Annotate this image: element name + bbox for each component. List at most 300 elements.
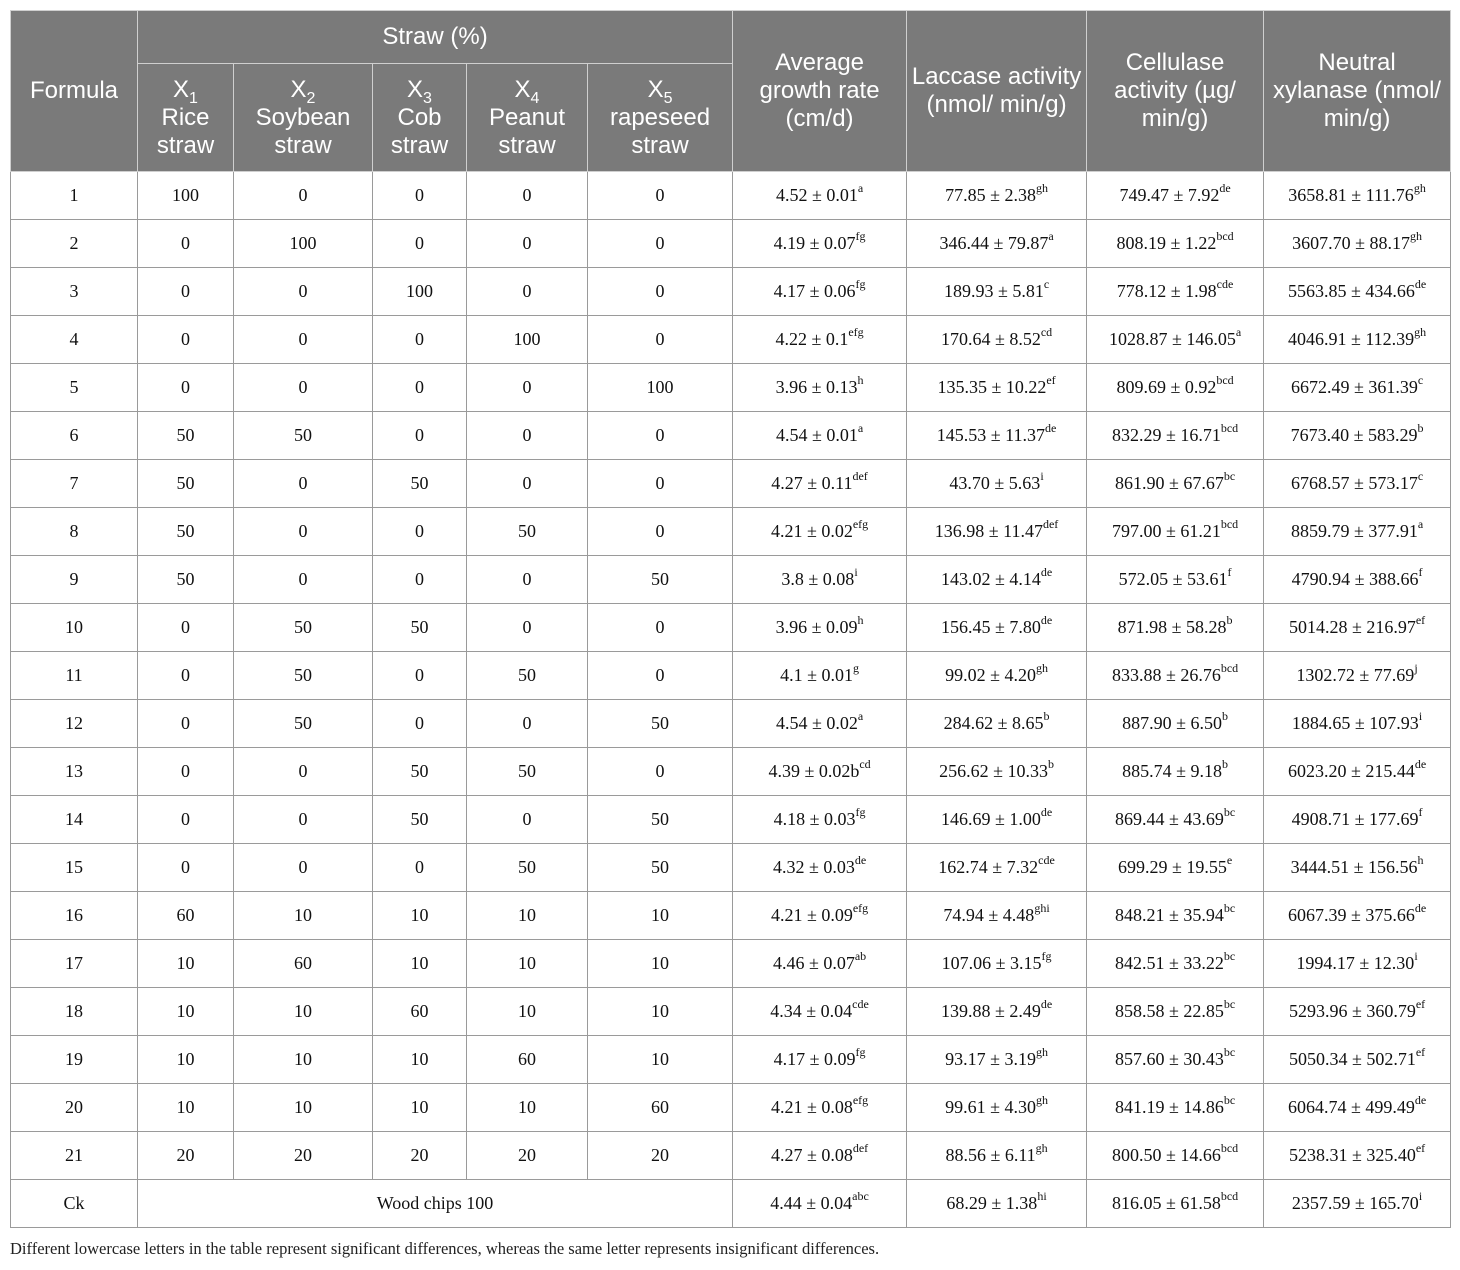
cell-formula: 8 xyxy=(11,508,138,556)
significance-letters: bcd xyxy=(1220,661,1239,675)
cell-formula: 9 xyxy=(11,556,138,604)
straw-symbol: X xyxy=(173,75,190,103)
cell-value: 189.93 ± 5.81 xyxy=(943,281,1044,301)
cell-value: 4.27 ± 0.11 xyxy=(771,473,853,493)
cell-growth-rate xyxy=(733,460,907,508)
cell-straw-x4: 20 xyxy=(467,1132,588,1180)
table-row xyxy=(11,316,1451,364)
cell-straw-x1: 50 xyxy=(138,556,234,604)
cell-growth-rate xyxy=(733,1132,907,1180)
significance-letters: de xyxy=(1414,1093,1427,1107)
significance-letters: c xyxy=(1043,277,1050,291)
significance-letters: gh xyxy=(1035,1141,1048,1155)
cell-cellulase xyxy=(1087,988,1264,1036)
cell-formula: 18 xyxy=(11,988,138,1036)
significance-letters: def xyxy=(852,469,868,483)
cell-straw-x4: 50 xyxy=(467,652,588,700)
cell-straw-x1: 0 xyxy=(138,700,234,748)
cell-value: 832.29 ± 16.71 xyxy=(1111,425,1221,445)
cell-xylanase xyxy=(1264,460,1451,508)
cell-value: 6067.39 ± 375.66 xyxy=(1287,905,1415,925)
cell-straw-x4: 60 xyxy=(467,1036,588,1084)
cell-straw-x2: 60 xyxy=(234,940,373,988)
table-row xyxy=(11,940,1451,988)
cell-value: 861.90 ± 67.67 xyxy=(1114,473,1224,493)
cell-value: 4.46 ± 0.07 xyxy=(772,953,855,973)
header-straw-1 xyxy=(138,64,234,172)
cell-straw-x4: 50 xyxy=(467,508,588,556)
significance-letters: de xyxy=(1414,277,1427,291)
cell-laccase xyxy=(907,604,1087,652)
cell-value: 885.74 ± 9.18 xyxy=(1122,761,1222,781)
cell-straw-x5: 0 xyxy=(588,652,733,700)
cell-straw-x3: 0 xyxy=(373,364,467,412)
cell-straw-x1: 50 xyxy=(138,412,234,460)
significance-letters: bc xyxy=(1223,805,1236,819)
cell-value: 1028.87 ± 146.05 xyxy=(1108,329,1236,349)
significance-letters: bcd xyxy=(1216,373,1234,387)
cell-xylanase xyxy=(1264,412,1451,460)
cell-straw-x3: 10 xyxy=(373,892,467,940)
cell-value: 284.62 ± 8.65 xyxy=(943,713,1044,733)
cell-cellulase xyxy=(1087,652,1264,700)
significance-letters: f xyxy=(1418,805,1423,819)
cell-straw-x5: 0 xyxy=(588,412,733,460)
cell-formula: 15 xyxy=(11,844,138,892)
cell-value: 77.85 ± 2.38 xyxy=(945,185,1036,205)
cell-value: 4.44 ± 0.04 xyxy=(770,1193,853,1213)
significance-letters: c xyxy=(1417,469,1424,483)
cell-laccase xyxy=(907,316,1087,364)
cell-straw-x1: 10 xyxy=(138,940,234,988)
cell-value: 4046.91 ± 112.39 xyxy=(1287,329,1415,349)
significance-letters: h xyxy=(857,613,864,627)
header-growth-rate: Average growth rate (cm/d) xyxy=(733,11,907,172)
cell-value: 99.61 ± 4.30 xyxy=(945,1097,1036,1117)
significance-letters: a xyxy=(857,181,864,195)
cell-cellulase xyxy=(1087,556,1264,604)
table-footnote: Different lowercase letters in the table represent significant differences, whereas the same letter represents insignificant differences. xyxy=(10,1239,880,1258)
cell-laccase xyxy=(907,700,1087,748)
cell-straw-x3: 50 xyxy=(373,460,467,508)
significance-letters: cd xyxy=(1040,325,1053,339)
significance-letters: fg xyxy=(855,229,866,243)
cell-control-material: Wood chips 100 xyxy=(138,1180,733,1228)
cell-straw-x1: 20 xyxy=(138,1132,234,1180)
significance-letters: abc xyxy=(852,1189,869,1203)
cell-straw-x2: 0 xyxy=(234,460,373,508)
cell-straw-x1: 0 xyxy=(138,844,234,892)
cell-cellulase xyxy=(1087,172,1264,220)
cell-value: 749.47 ± 7.92 xyxy=(1119,185,1220,205)
cell-xylanase xyxy=(1264,844,1451,892)
cell-straw-x2: 10 xyxy=(234,1084,373,1132)
cell-straw-x3: 0 xyxy=(373,556,467,604)
cell-value: 162.74 ± 7.32 xyxy=(938,857,1039,877)
cell-value: 68.29 ± 1.38 xyxy=(946,1193,1038,1213)
cell-value: 7673.40 ± 583.29 xyxy=(1290,425,1418,445)
significance-letters: gh xyxy=(1035,1093,1048,1107)
significance-letters: def xyxy=(852,1141,869,1155)
significance-letters: cde xyxy=(1216,277,1234,291)
cell-value: 145.53 ± 11.37 xyxy=(936,425,1045,445)
significance-letters: b xyxy=(1047,757,1054,771)
cell-value: 93.17 ± 3.19 xyxy=(945,1049,1036,1069)
cell-cellulase xyxy=(1087,1180,1264,1228)
header-straw-3 xyxy=(373,64,467,172)
cell-straw-x5: 10 xyxy=(588,940,733,988)
cell-growth-rate xyxy=(733,316,907,364)
cell-straw-x3: 60 xyxy=(373,988,467,1036)
cell-straw-x1: 10 xyxy=(138,988,234,1036)
cell-growth-rate xyxy=(733,796,907,844)
significance-letters: b xyxy=(1226,613,1233,627)
cell-formula: 2 xyxy=(11,220,138,268)
significance-letters: f xyxy=(1227,565,1232,579)
cell-growth-rate xyxy=(733,268,907,316)
cell-value: 857.60 ± 30.43 xyxy=(1114,1049,1224,1069)
cell-value: 869.44 ± 43.69 xyxy=(1114,809,1224,829)
cell-straw-x5: 0 xyxy=(588,220,733,268)
cell-straw-x5: 0 xyxy=(588,268,733,316)
cell-value: 871.98 ± 58.28 xyxy=(1117,617,1227,637)
cell-straw-x2: 0 xyxy=(234,508,373,556)
table-row xyxy=(11,604,1451,652)
cell-value: 4.54 ± 0.02 xyxy=(775,713,858,733)
cell-growth-rate xyxy=(733,364,907,412)
straw-symbol: X xyxy=(407,75,424,103)
significance-letters: i xyxy=(854,565,858,579)
cell-straw-x4: 0 xyxy=(467,700,588,748)
significance-letters: ghi xyxy=(1034,901,1050,915)
cell-value: 4.21 ± 0.02 xyxy=(770,521,853,541)
significance-letters: bcd xyxy=(1220,421,1239,435)
cell-value: 6064.74 ± 499.49 xyxy=(1287,1097,1415,1117)
cell-cellulase xyxy=(1087,892,1264,940)
cell-xylanase xyxy=(1264,316,1451,364)
significance-letters: ef xyxy=(1415,997,1426,1011)
cell-value: 833.88 ± 26.76 xyxy=(1111,665,1221,685)
cell-value: 256.62 ± 10.33 xyxy=(939,761,1048,781)
cell-straw-x2: 50 xyxy=(234,652,373,700)
table-row xyxy=(11,892,1451,940)
cell-laccase xyxy=(907,220,1087,268)
significance-letters: bc xyxy=(1223,1045,1236,1059)
cell-straw-x4: 0 xyxy=(467,412,588,460)
cell-cellulase xyxy=(1087,508,1264,556)
cell-xylanase xyxy=(1264,700,1451,748)
cell-laccase xyxy=(907,508,1087,556)
significance-letters: ef xyxy=(1415,1141,1426,1155)
table-row xyxy=(11,460,1451,508)
cell-straw-x2: 100 xyxy=(234,220,373,268)
cell-laccase xyxy=(907,172,1087,220)
cell-formula: 4 xyxy=(11,316,138,364)
cell-straw-x1: 0 xyxy=(138,652,234,700)
header-straw-group: Straw (%) xyxy=(138,11,733,64)
cell-growth-rate xyxy=(733,604,907,652)
cell-growth-rate xyxy=(733,700,907,748)
cell-straw-x1: 0 xyxy=(138,268,234,316)
significance-letters: b xyxy=(1043,709,1050,723)
cell-value: 4.1 ± 0.01 xyxy=(780,665,853,685)
significance-letters: g xyxy=(852,661,859,675)
straw-name: Rice straw xyxy=(156,103,215,159)
cell-formula: 16 xyxy=(11,892,138,940)
cell-straw-x3: 10 xyxy=(373,1036,467,1084)
cell-straw-x2: 10 xyxy=(234,892,373,940)
significance-letters: bc xyxy=(1223,1093,1236,1107)
cell-straw-x1: 100 xyxy=(138,172,234,220)
significance-letters: efg xyxy=(852,517,869,531)
cell-cellulase xyxy=(1087,748,1264,796)
cell-value: 1994.17 ± 12.30 xyxy=(1296,953,1415,973)
cell-growth-rate xyxy=(733,748,907,796)
table-row xyxy=(11,268,1451,316)
significance-letters: fg xyxy=(855,1045,866,1059)
significance-letters: bc xyxy=(1223,901,1236,915)
cell-straw-x1: 0 xyxy=(138,316,234,364)
significance-letters: h xyxy=(1417,853,1424,867)
cell-value: 887.90 ± 6.50 xyxy=(1122,713,1222,733)
cell-straw-x2: 10 xyxy=(234,988,373,1036)
significance-letters: b xyxy=(1417,421,1424,435)
cell-value: 4.17 ± 0.09 xyxy=(773,1049,856,1069)
significance-letters: gh xyxy=(1413,181,1426,195)
straw-name: Cob straw xyxy=(390,103,449,159)
straw-subscript: 5 xyxy=(663,89,673,107)
significance-letters: de xyxy=(1040,613,1053,627)
straw-name: rapeseed straw xyxy=(609,103,711,159)
table-row xyxy=(11,412,1451,460)
cell-value: 5238.31 ± 325.40 xyxy=(1288,1145,1416,1165)
cell-straw-x5: 100 xyxy=(588,364,733,412)
significance-letters: de xyxy=(1219,181,1231,195)
table-row xyxy=(11,700,1451,748)
cell-growth-rate xyxy=(733,844,907,892)
cell-laccase xyxy=(907,1084,1087,1132)
significance-letters: cde xyxy=(852,997,869,1011)
cell-straw-x5: 50 xyxy=(588,796,733,844)
table-row xyxy=(11,652,1451,700)
significance-letters: de xyxy=(1040,805,1053,819)
cell-xylanase xyxy=(1264,1036,1451,1084)
cell-xylanase xyxy=(1264,556,1451,604)
significance-letters: efg xyxy=(848,325,864,339)
cell-straw-x4: 10 xyxy=(467,892,588,940)
table-row xyxy=(11,172,1451,220)
cell-straw-x3: 0 xyxy=(373,652,467,700)
straw-subscript: 1 xyxy=(189,89,198,107)
significance-letters: fg xyxy=(855,277,866,291)
cell-value: 135.35 ± 10.22 xyxy=(937,377,1047,397)
cell-value: 2357.59 ± 165.70 xyxy=(1291,1193,1419,1213)
cell-formula: 6 xyxy=(11,412,138,460)
cell-laccase xyxy=(907,1132,1087,1180)
cell-xylanase xyxy=(1264,748,1451,796)
significance-letters: gh xyxy=(1035,1045,1048,1059)
cell-straw-x2: 50 xyxy=(234,700,373,748)
cell-straw-x4: 50 xyxy=(467,844,588,892)
cell-value: 5014.28 ± 216.97 xyxy=(1288,617,1416,637)
cell-value: 4.52 ± 0.01 xyxy=(775,185,858,205)
cell-value: 3.96 ± 0.09 xyxy=(775,617,858,637)
significance-letters: hi xyxy=(1037,1189,1047,1203)
significance-letters: gh xyxy=(1409,229,1422,243)
cell-laccase xyxy=(907,652,1087,700)
cell-straw-x5: 50 xyxy=(588,556,733,604)
cell-straw-x2: 0 xyxy=(234,844,373,892)
significance-letters: a xyxy=(1417,517,1424,531)
cell-straw-x4: 0 xyxy=(467,796,588,844)
cell-value: 170.64 ± 8.52 xyxy=(940,329,1041,349)
significance-letters: de xyxy=(1414,901,1427,915)
cell-value: 816.05 ± 61.58 xyxy=(1111,1193,1221,1213)
cell-growth-rate xyxy=(733,412,907,460)
cell-laccase xyxy=(907,796,1087,844)
cell-formula: 3 xyxy=(11,268,138,316)
cell-straw-x5: 60 xyxy=(588,1084,733,1132)
significance-letters: a xyxy=(1235,325,1242,339)
straw-subscript: 4 xyxy=(530,89,540,107)
cell-value: 156.45 ± 7.80 xyxy=(940,617,1041,637)
cell-cellulase xyxy=(1087,1132,1264,1180)
cell-value: 797.00 ± 61.21 xyxy=(1111,521,1221,541)
significance-letters: ef xyxy=(1415,613,1426,627)
significance-letters: fg xyxy=(1041,949,1052,963)
cell-straw-x1: 10 xyxy=(138,1036,234,1084)
cell-growth-rate xyxy=(733,556,907,604)
cell-value: 3658.81 ± 111.76 xyxy=(1288,185,1414,205)
cell-laccase xyxy=(907,460,1087,508)
cell-value: 809.69 ± 0.92 xyxy=(1116,377,1217,397)
significance-letters: bc xyxy=(1223,949,1236,963)
significance-letters: bcd xyxy=(1216,229,1234,243)
significance-letters: f xyxy=(1418,565,1423,579)
cell-straw-x2: 20 xyxy=(234,1132,373,1180)
cell-cellulase xyxy=(1087,316,1264,364)
table-row-control xyxy=(11,1180,1451,1228)
significance-letters: bcd xyxy=(1220,1141,1239,1155)
significance-letters: bc xyxy=(1223,997,1236,1011)
significance-letters: a xyxy=(1048,229,1054,243)
cell-growth-rate xyxy=(733,988,907,1036)
table-row xyxy=(11,748,1451,796)
cell-growth-rate xyxy=(733,508,907,556)
significance-letters: bcd xyxy=(1220,1189,1239,1203)
cell-cellulase xyxy=(1087,1036,1264,1084)
straw-subscript: 2 xyxy=(306,89,316,107)
cell-value: 146.69 ± 1.00 xyxy=(940,809,1041,829)
cell-xylanase xyxy=(1264,268,1451,316)
cell-value: 143.02 ± 4.14 xyxy=(940,569,1041,589)
cell-formula: 13 xyxy=(11,748,138,796)
cell-straw-x2: 0 xyxy=(234,268,373,316)
cell-value: 3.8 ± 0.08 xyxy=(781,569,855,589)
cell-growth-rate xyxy=(733,172,907,220)
cell-value: 4.21 ± 0.09 xyxy=(770,905,853,925)
cell-cellulase xyxy=(1087,844,1264,892)
cell-cellulase xyxy=(1087,460,1264,508)
cell-value: 107.06 ± 3.15 xyxy=(941,953,1042,973)
cell-xylanase xyxy=(1264,988,1451,1036)
cell-laccase xyxy=(907,988,1087,1036)
significance-letters: gh xyxy=(1035,661,1048,675)
cell-xylanase xyxy=(1264,604,1451,652)
significance-letters: i xyxy=(1418,709,1423,723)
cell-cellulase xyxy=(1087,364,1264,412)
cell-straw-x5: 10 xyxy=(588,988,733,1036)
table-row xyxy=(11,1036,1451,1084)
significance-letters: gh xyxy=(1414,325,1427,339)
cell-formula: 21 xyxy=(11,1132,138,1180)
cell-value: 4.54 ± 0.01 xyxy=(775,425,858,445)
cell-formula: 10 xyxy=(11,604,138,652)
cell-straw-x4: 10 xyxy=(467,988,588,1036)
significance-letters: gh xyxy=(1035,181,1048,195)
cell-straw-x3: 20 xyxy=(373,1132,467,1180)
cell-straw-x5: 10 xyxy=(588,1036,733,1084)
cell-straw-x3: 10 xyxy=(373,1084,467,1132)
header-laccase: Laccase activity (nmol/ min/g) xyxy=(907,11,1087,172)
significance-letters: de xyxy=(1414,757,1427,771)
cell-value: 346.44 ± 79.87 xyxy=(939,233,1049,253)
table-row xyxy=(11,844,1451,892)
cell-xylanase xyxy=(1264,172,1451,220)
cell-straw-x5: 0 xyxy=(588,460,733,508)
cell-straw-x2: 0 xyxy=(234,748,373,796)
cell-value: 572.05 ± 53.61 xyxy=(1118,569,1228,589)
header-straw-4 xyxy=(467,64,588,172)
cell-straw-x2: 50 xyxy=(234,604,373,652)
cell-laccase xyxy=(907,844,1087,892)
cell-xylanase xyxy=(1264,796,1451,844)
cell-formula: 14 xyxy=(11,796,138,844)
cell-xylanase xyxy=(1264,1132,1451,1180)
straw-symbol: X xyxy=(290,75,307,103)
cell-straw-x3: 50 xyxy=(373,604,467,652)
cell-value: 6672.49 ± 361.39 xyxy=(1290,377,1418,397)
cell-straw-x3: 0 xyxy=(373,220,467,268)
straw-name: Soybean straw xyxy=(255,103,351,159)
cell-straw-x1: 50 xyxy=(138,508,234,556)
cell-straw-x4: 50 xyxy=(467,748,588,796)
cell-value: 5563.85 ± 434.66 xyxy=(1287,281,1415,301)
cell-formula: Ck xyxy=(11,1180,138,1228)
cell-straw-x5: 0 xyxy=(588,172,733,220)
cell-growth-rate xyxy=(733,892,907,940)
table-row xyxy=(11,1132,1451,1180)
significance-letters: i xyxy=(1040,469,1044,483)
cell-straw-x3: 50 xyxy=(373,748,467,796)
cell-straw-x3: 10 xyxy=(373,940,467,988)
cell-growth-rate xyxy=(733,1036,907,1084)
cell-value: 3607.70 ± 88.17 xyxy=(1292,233,1410,253)
significance-letters: ef xyxy=(1415,1045,1426,1059)
cell-xylanase xyxy=(1264,1180,1451,1228)
cell-xylanase xyxy=(1264,1084,1451,1132)
significance-letters: de xyxy=(1044,421,1057,435)
cell-formula: 1 xyxy=(11,172,138,220)
results-table-container xyxy=(10,10,1450,1228)
cell-formula: 7 xyxy=(11,460,138,508)
cell-value: 842.51 ± 33.22 xyxy=(1114,953,1224,973)
cell-value: 4.17 ± 0.06 xyxy=(773,281,856,301)
cell-straw-x1: 60 xyxy=(138,892,234,940)
significance-letters: efg xyxy=(852,1093,869,1107)
significance-letters: cd xyxy=(859,757,871,771)
significance-letters: ef xyxy=(1046,373,1056,387)
